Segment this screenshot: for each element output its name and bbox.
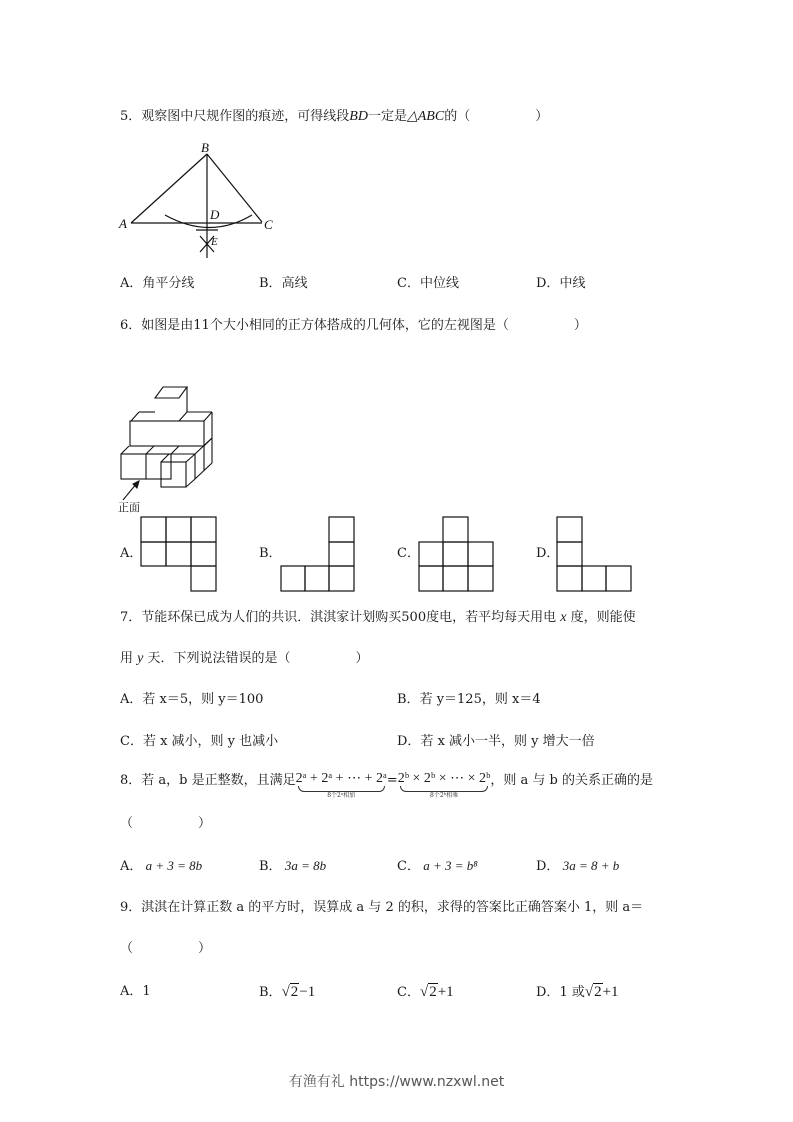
q9-option-c[interactable]: C．√2+1 — [397, 984, 454, 1000]
question-9-stem: 9．淇淇在计算正数 a 的平方时，误算成 a 与 2 的积，求得的答案比正确答案小 1，则 a＝ — [120, 900, 644, 915]
sqrt-expression: √2+1 — [419, 984, 454, 1000]
q6-option-b-label[interactable]: B． — [259, 546, 282, 561]
product-expression: 2ᵇ × 2ᵇ × ⋯ × 2ᵇ 8个2ᵇ相乘 — [397, 771, 491, 799]
q5-option-a[interactable]: A．角平分线 — [120, 276, 195, 291]
question-9-paren: （ ） — [120, 941, 212, 956]
q6-option-c-grid[interactable] — [418, 516, 496, 592]
q8-option-b[interactable]: B． 3a = 8b — [259, 858, 327, 874]
q9-option-a[interactable]: A．1 — [120, 984, 151, 999]
question-7-stem-line2: 用 y 天．下列说法错误的是（ ） — [120, 651, 369, 666]
math-triangle: △ABC — [406, 109, 445, 124]
q6-option-b-grid[interactable] — [280, 516, 358, 592]
question-7-stem-line1: 7．节能环保已成为人们的共识．淇淇家计划购买500度电，若平均每天用电 x 度，则能使 — [120, 610, 636, 625]
q5-option-d[interactable]: D．中线 — [536, 276, 586, 291]
q5-option-b[interactable]: B．高线 — [259, 276, 308, 291]
question-6-stem — [120, 317, 587, 335]
sum-expression: 2ᵃ + 2ᵃ + ⋯ + 2ᵃ 8个2ᵃ相加 — [295, 771, 387, 799]
question-text: 观察图中尺规作图的痕迹，可得线段 — [141, 109, 350, 124]
label-e: E — [211, 236, 218, 248]
q9-option-b[interactable]: B．√2−1 — [259, 984, 316, 1000]
cube-stack-figure — [115, 380, 225, 515]
footer-watermark: 有渔有礼 https://www.nzxwl.net — [288, 1074, 505, 1090]
q8-option-a[interactable]: A． a + 3 = 8b — [120, 858, 203, 874]
sqrt-expression: √2−1 — [281, 984, 316, 1000]
q7-option-a[interactable]: A．若 x＝5，则 y＝100 — [120, 692, 264, 707]
question-number: 6． — [120, 318, 142, 333]
triangle-construction-figure — [115, 138, 285, 263]
q8-option-d[interactable]: D． 3a = 8 + b — [536, 858, 620, 874]
q6-option-c-label[interactable]: C． — [397, 546, 420, 561]
q6-option-d-grid[interactable] — [556, 516, 634, 592]
question-5-stem — [120, 108, 548, 126]
q7-option-c[interactable]: C．若 x 减小，则 y 也减小 — [120, 734, 279, 749]
q6-option-d-label[interactable]: D． — [536, 546, 560, 561]
label-b: B — [201, 140, 209, 155]
math-segment: BD — [349, 109, 368, 124]
question-number: 5． — [120, 109, 142, 124]
q6-option-a-grid[interactable] — [140, 516, 218, 592]
question-text: 的（ ） — [444, 109, 549, 124]
question-8-paren: （ ） — [120, 816, 212, 831]
q9-option-d[interactable]: D．1 或√2+1 — [536, 984, 619, 1000]
q8-option-c[interactable]: C． a + 3 = b⁸ — [397, 858, 478, 874]
q7-option-d[interactable]: D．若 x 减小一半，则 y 增大一倍 — [397, 734, 595, 749]
q6-option-a-label[interactable]: A． — [120, 546, 143, 561]
front-label: 正面 — [118, 501, 140, 514]
question-text: 一定是 — [367, 109, 407, 124]
q7-option-b[interactable]: B．若 y＝125，则 x＝4 — [397, 692, 541, 707]
label-d: D — [210, 207, 220, 222]
question-8-stem: 8．若 a，b 是正整数，且满足2ᵃ + 2ᵃ + ⋯ + 2ᵃ 8个2ᵃ相加 =2ᵇ × 2ᵇ × ⋯ × 2ᵇ 8个2ᵇ相乘 ，则 a 与 b 的关系正确的是 — [120, 771, 654, 799]
q5-option-c[interactable]: C．中位线 — [397, 276, 459, 291]
label-a: A — [119, 216, 127, 231]
label-c: C — [264, 217, 273, 232]
sqrt-expression: √2+1 — [584, 984, 619, 1000]
question-text: 如图是由11个大小相同的正方体搭成的几何体，它的左视图是（ ） — [141, 318, 587, 333]
